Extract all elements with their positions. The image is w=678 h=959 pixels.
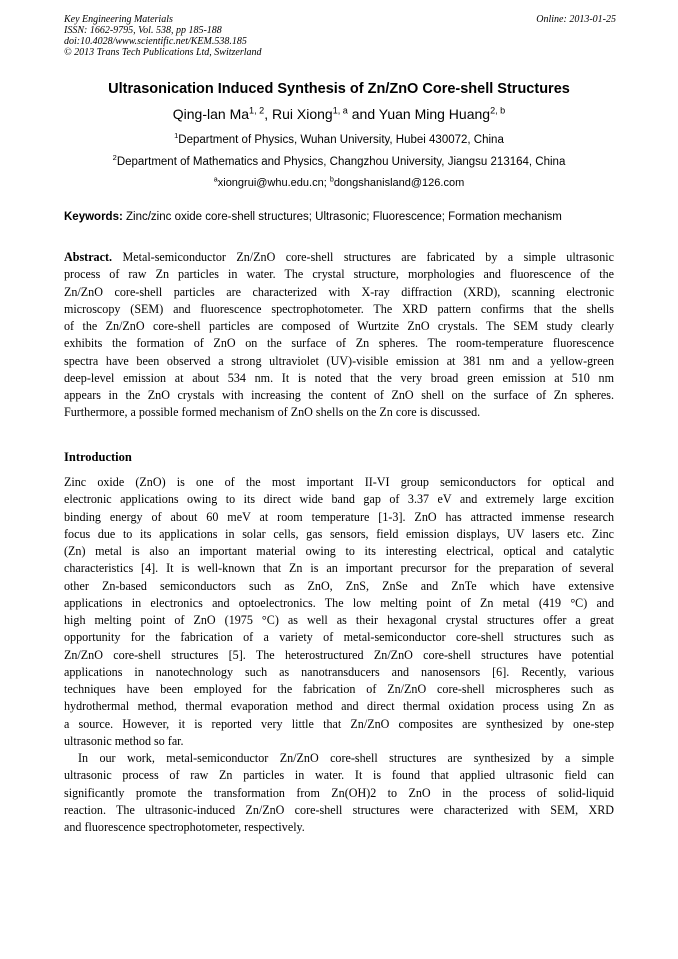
email-link[interactable]: dongshanisland@126.com xyxy=(333,177,465,189)
affiliation-text: Department of Physics, Wuhan University, Hubei 430072, China xyxy=(178,134,504,146)
abstract-line: process of raw Zn particles in water. The crystal structure, morphologies and fluorescence of the xyxy=(64,267,614,282)
contact-emails xyxy=(0,177,678,189)
abstract-line: spectra have been observed a strong ultraviolet (UV)-visible emission at 381 nm and a yellow-green xyxy=(64,353,614,368)
abstract-line: appears in the ZnO crystals with increasing the content of ZnO shell on the surface of Zn spheres. xyxy=(64,388,614,402)
text-line: focus due to its applications in solar cells, gas sensors, field emission displays, UV lasers etc. Zinc xyxy=(64,526,614,541)
text-line: reaction. The ultrasonic-induced Zn/ZnO core-shell structures were characterized with SEM, XRD xyxy=(64,802,614,817)
text-line: ultrasonic method so far. xyxy=(64,733,184,748)
author-affiliation-marker: 1, a xyxy=(332,105,348,116)
issn-line: ISSN: 1662-9795, Vol. 538, pp 185-188 xyxy=(64,25,222,36)
text-line: other Zn-based semiconductors such as ZnO, ZnS, ZnSe and ZnTe which have extensive xyxy=(64,578,614,593)
text-line: high melting point of ZnO (1975 °C) as well as their hexagonal crystal structures offer a great xyxy=(64,613,614,627)
text-line: characteristics [4]. It is well-known that Zn is an important precursor for the preparation of several xyxy=(64,561,614,576)
abstract xyxy=(64,249,614,422)
author-affiliation-marker: 2, b xyxy=(490,105,506,116)
affiliation-marker: 1 xyxy=(174,131,179,141)
introduction-body xyxy=(64,474,614,836)
text-line: applications in electronics and optoelectronics. The low melting point of Zn metal (419 °C) and xyxy=(64,595,614,610)
abstract-line: of the Zn/ZnO core-shell particles are composed of Wurtzite ZnO crystals. The SEM study clearly xyxy=(64,319,614,333)
keywords xyxy=(64,211,624,223)
paragraph xyxy=(64,474,614,750)
keywords-label: Keywords: xyxy=(64,211,123,223)
journal-name: Key Engineering Materials xyxy=(64,14,173,25)
text-line: techniques have been employed for the fabrication of Zn/ZnO core-shell microspheres such as xyxy=(64,682,614,696)
author-name: Qing-lan Ma xyxy=(172,106,250,122)
abstract-line: Furthermore, a possible formed mechanism of ZnO shells on the Zn core is discussed. xyxy=(64,405,481,420)
email-link[interactable]: xiongrui@whu.edu.cn; xyxy=(217,177,327,189)
text-line: a source. However, it is reported very little that Zn/ZnO composites are synthesized by one-step xyxy=(64,716,614,731)
author-name: Yuan Ming Huang xyxy=(378,106,491,122)
section-heading-introduction: Introduction xyxy=(64,450,132,464)
text-line: binding energy of about 60 meV at room temperature [1-3]. ZnO has attracted immense research xyxy=(64,509,614,524)
author-name: Rui Xiong xyxy=(271,106,333,122)
affiliation-marker: 2 xyxy=(112,153,117,163)
email-marker: a xyxy=(213,175,218,184)
text-line: In our work, metal-semiconductor Zn/ZnO core-shell structures are synthesized by a simple xyxy=(78,751,614,765)
doi-line: doi:10.4028/www.scientific.net/KEM.538.185 xyxy=(64,36,247,47)
online-date: Online: 2013-01-25 xyxy=(536,14,616,25)
text-line: electronic applications owing to its direct wide band gap of 3.37 eV and extremely large excition xyxy=(64,492,614,507)
text-line: (Zn) metal is also an important material owing to its interesting electrical, optical and catalytic xyxy=(64,544,614,558)
email-marker: b xyxy=(329,175,334,184)
text-line: applications in nanotechnology such as nanotransducers and nanosensors [6]. Recently, various xyxy=(64,664,614,679)
abstract-line: Abstract. Metal-semiconductor Zn/ZnO core-shell structures are fabricated by a simple ultrasonic xyxy=(64,250,614,264)
abstract-line: microscopy (SEM) and fluorescence spectrophotometer. The XRD pattern confirms that the shells xyxy=(64,301,614,316)
paragraph xyxy=(64,750,614,836)
text-line: significantly promote the transformation from Zn(OH)2 to ZnO in the process of solid-liquid xyxy=(64,785,614,800)
abstract-label: Abstract. xyxy=(64,250,113,264)
paper-title: Ultrasonication Induced Synthesis of Zn/ZnO Core-shell Structures xyxy=(108,81,570,97)
author-list: Qing-lan Ma$^{1, 2}$, Rui Xiong$^{1, a}$ and Yuan Ming Huang$^{2, b}$ xyxy=(172,105,506,122)
keywords-text: Zinc/zinc oxide core-shell structures; Ultrasonic; Fluorescence; Formation mechanism xyxy=(126,211,562,223)
affiliation-text: Department of Mathematics and Physics, Changzhou University, Jiangsu 213164, China xyxy=(116,156,566,168)
abstract-line: exhibits the formation of ZnO on the surface of Zn spheres. The room-temperature fluorescence xyxy=(64,336,614,351)
author-conjunction: and xyxy=(351,106,376,122)
text-line: ultrasonic process of raw Zn particles in water. It is found that applied ultrasonic field can xyxy=(64,768,614,783)
text-line: hydrothermal method, thermal evaporation method and direct thermal oxidation process using Zn as xyxy=(64,699,614,714)
abstract-line: deep-level emission at about 534 nm. It is noted that the very broad green emission at 510 nm xyxy=(64,370,614,385)
text-line: and fluorescence spectrophotometer, respectively. xyxy=(64,820,305,834)
affiliation xyxy=(0,131,678,146)
copyright-line: © 2013 Trans Tech Publications Ltd, Switzerland xyxy=(64,47,262,58)
text-line: Zn/ZnO core-shell structures [5]. The heterostructured Zn/ZnO core-shell structures have potential xyxy=(64,647,614,662)
text-line: Zinc oxide (ZnO) is one of the most important II-VI group semiconductors for optical and xyxy=(64,475,614,489)
journal-header xyxy=(64,14,616,58)
affiliation xyxy=(0,153,678,168)
abstract-line: Zn/ZnO core-shell particles are characterized with X-ray diffraction (XRD), scanning electronic xyxy=(64,284,614,299)
text-line: opportunity for the fabrication of a variety of metal-semiconductor core-shell structures such as xyxy=(64,630,614,645)
author-affiliation-marker: 1, 2 xyxy=(249,105,265,116)
